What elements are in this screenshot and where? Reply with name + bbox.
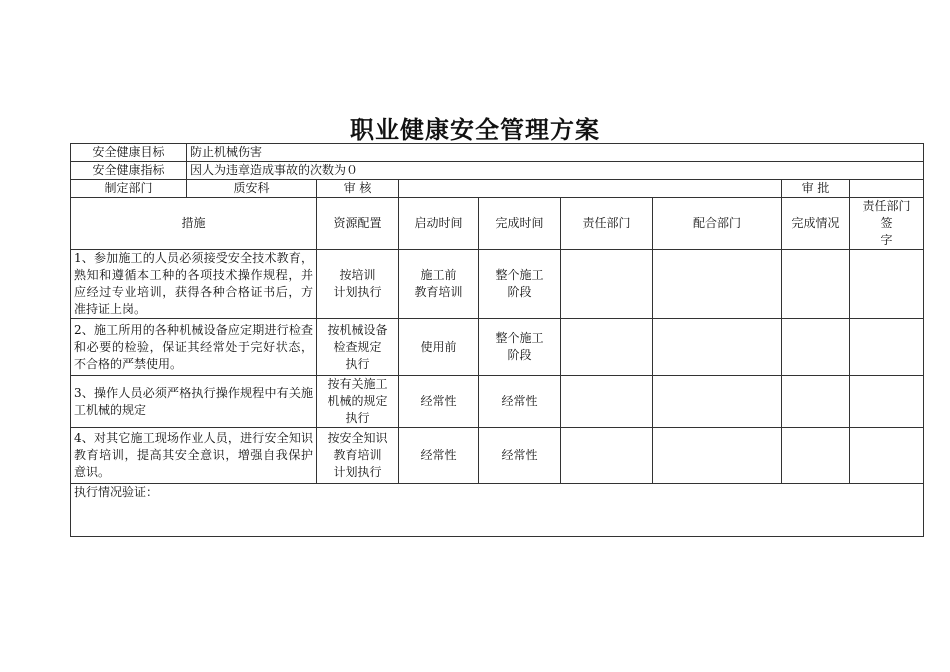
finish-cell: 经常性	[479, 428, 561, 484]
table-row	[71, 428, 924, 484]
indicator-value: 因人为违章造成事故的次数为０	[187, 162, 924, 180]
review-value	[399, 180, 782, 198]
status-cell	[782, 376, 850, 428]
header-measure: 措施	[71, 198, 317, 250]
plan-table	[70, 143, 924, 537]
verification-row	[71, 484, 924, 537]
measure-cell: 3、操作人员必须严格执行操作规程中有关施工机械的规定	[71, 376, 317, 428]
sign-cell	[850, 319, 924, 376]
cooperate-cell	[653, 250, 782, 319]
resource-cell: 按培训 计划执行	[317, 250, 399, 319]
resource-cell: 按有关施工 机械的规定 执行	[317, 376, 399, 428]
start-cell: 经常性	[399, 428, 479, 484]
indicator-row	[71, 162, 924, 180]
dept-value: 质安科	[187, 180, 317, 198]
status-cell	[782, 250, 850, 319]
approve-value	[850, 180, 924, 198]
target-row	[71, 144, 924, 162]
review-label: 审 核	[317, 180, 399, 198]
verification-label: 执行情况验证：	[71, 484, 924, 537]
table-row	[71, 319, 924, 376]
responsible-cell	[561, 428, 653, 484]
finish-cell: 整个施工 阶段	[479, 250, 561, 319]
measure-cell: 2、施工所用的各种机械设备应定期进行检查和必要的检验，保证其经常处于完好状态，不合格的严禁使用。	[71, 319, 317, 376]
responsible-cell	[561, 376, 653, 428]
status-cell	[782, 428, 850, 484]
dept-label: 制定部门	[71, 180, 187, 198]
header-status: 完成情况	[782, 198, 850, 250]
cooperate-cell	[653, 376, 782, 428]
header-start: 启动时间	[399, 198, 479, 250]
header-cooperate: 配合部门	[653, 198, 782, 250]
status-cell	[782, 319, 850, 376]
sign-cell	[850, 428, 924, 484]
start-cell: 施工前 教育培训	[399, 250, 479, 319]
target-label: 安全健康目标	[71, 144, 187, 162]
target-value: 防止机械伤害	[187, 144, 924, 162]
approve-label: 审 批	[782, 180, 850, 198]
measure-cell: 4、对其它施工现场作业人员，进行安全知识教育培训，提高其安全意识，增强自我保护意识。	[71, 428, 317, 484]
header-sign: 责任部门 签 字	[850, 198, 924, 250]
page-title: 职业健康安全管理方案	[350, 116, 600, 144]
header-finish: 完成时间	[479, 198, 561, 250]
resource-cell: 按安全知识 教育培训 计划执行	[317, 428, 399, 484]
header-resource: 资源配置	[317, 198, 399, 250]
start-cell: 使用前	[399, 319, 479, 376]
cooperate-cell	[653, 319, 782, 376]
dept-row	[71, 180, 924, 198]
sign-cell	[850, 376, 924, 428]
measure-cell: 1、参加施工的人员必须接受安全技术教育，熟知和遵循本工种的各项技术操作规程，并应经过专业培训，获得各种合格证书后，方准持证上岗。	[71, 250, 317, 319]
responsible-cell	[561, 250, 653, 319]
table-row	[71, 376, 924, 428]
resource-cell: 按机械设备 检查规定 执行	[317, 319, 399, 376]
start-cell: 经常性	[399, 376, 479, 428]
responsible-cell	[561, 319, 653, 376]
indicator-label: 安全健康指标	[71, 162, 187, 180]
finish-cell: 经常性	[479, 376, 561, 428]
table-row	[71, 250, 924, 319]
sign-cell	[850, 250, 924, 319]
cooperate-cell	[653, 428, 782, 484]
header-responsible: 责任部门	[561, 198, 653, 250]
header-row	[71, 198, 924, 250]
finish-cell: 整个施工 阶段	[479, 319, 561, 376]
